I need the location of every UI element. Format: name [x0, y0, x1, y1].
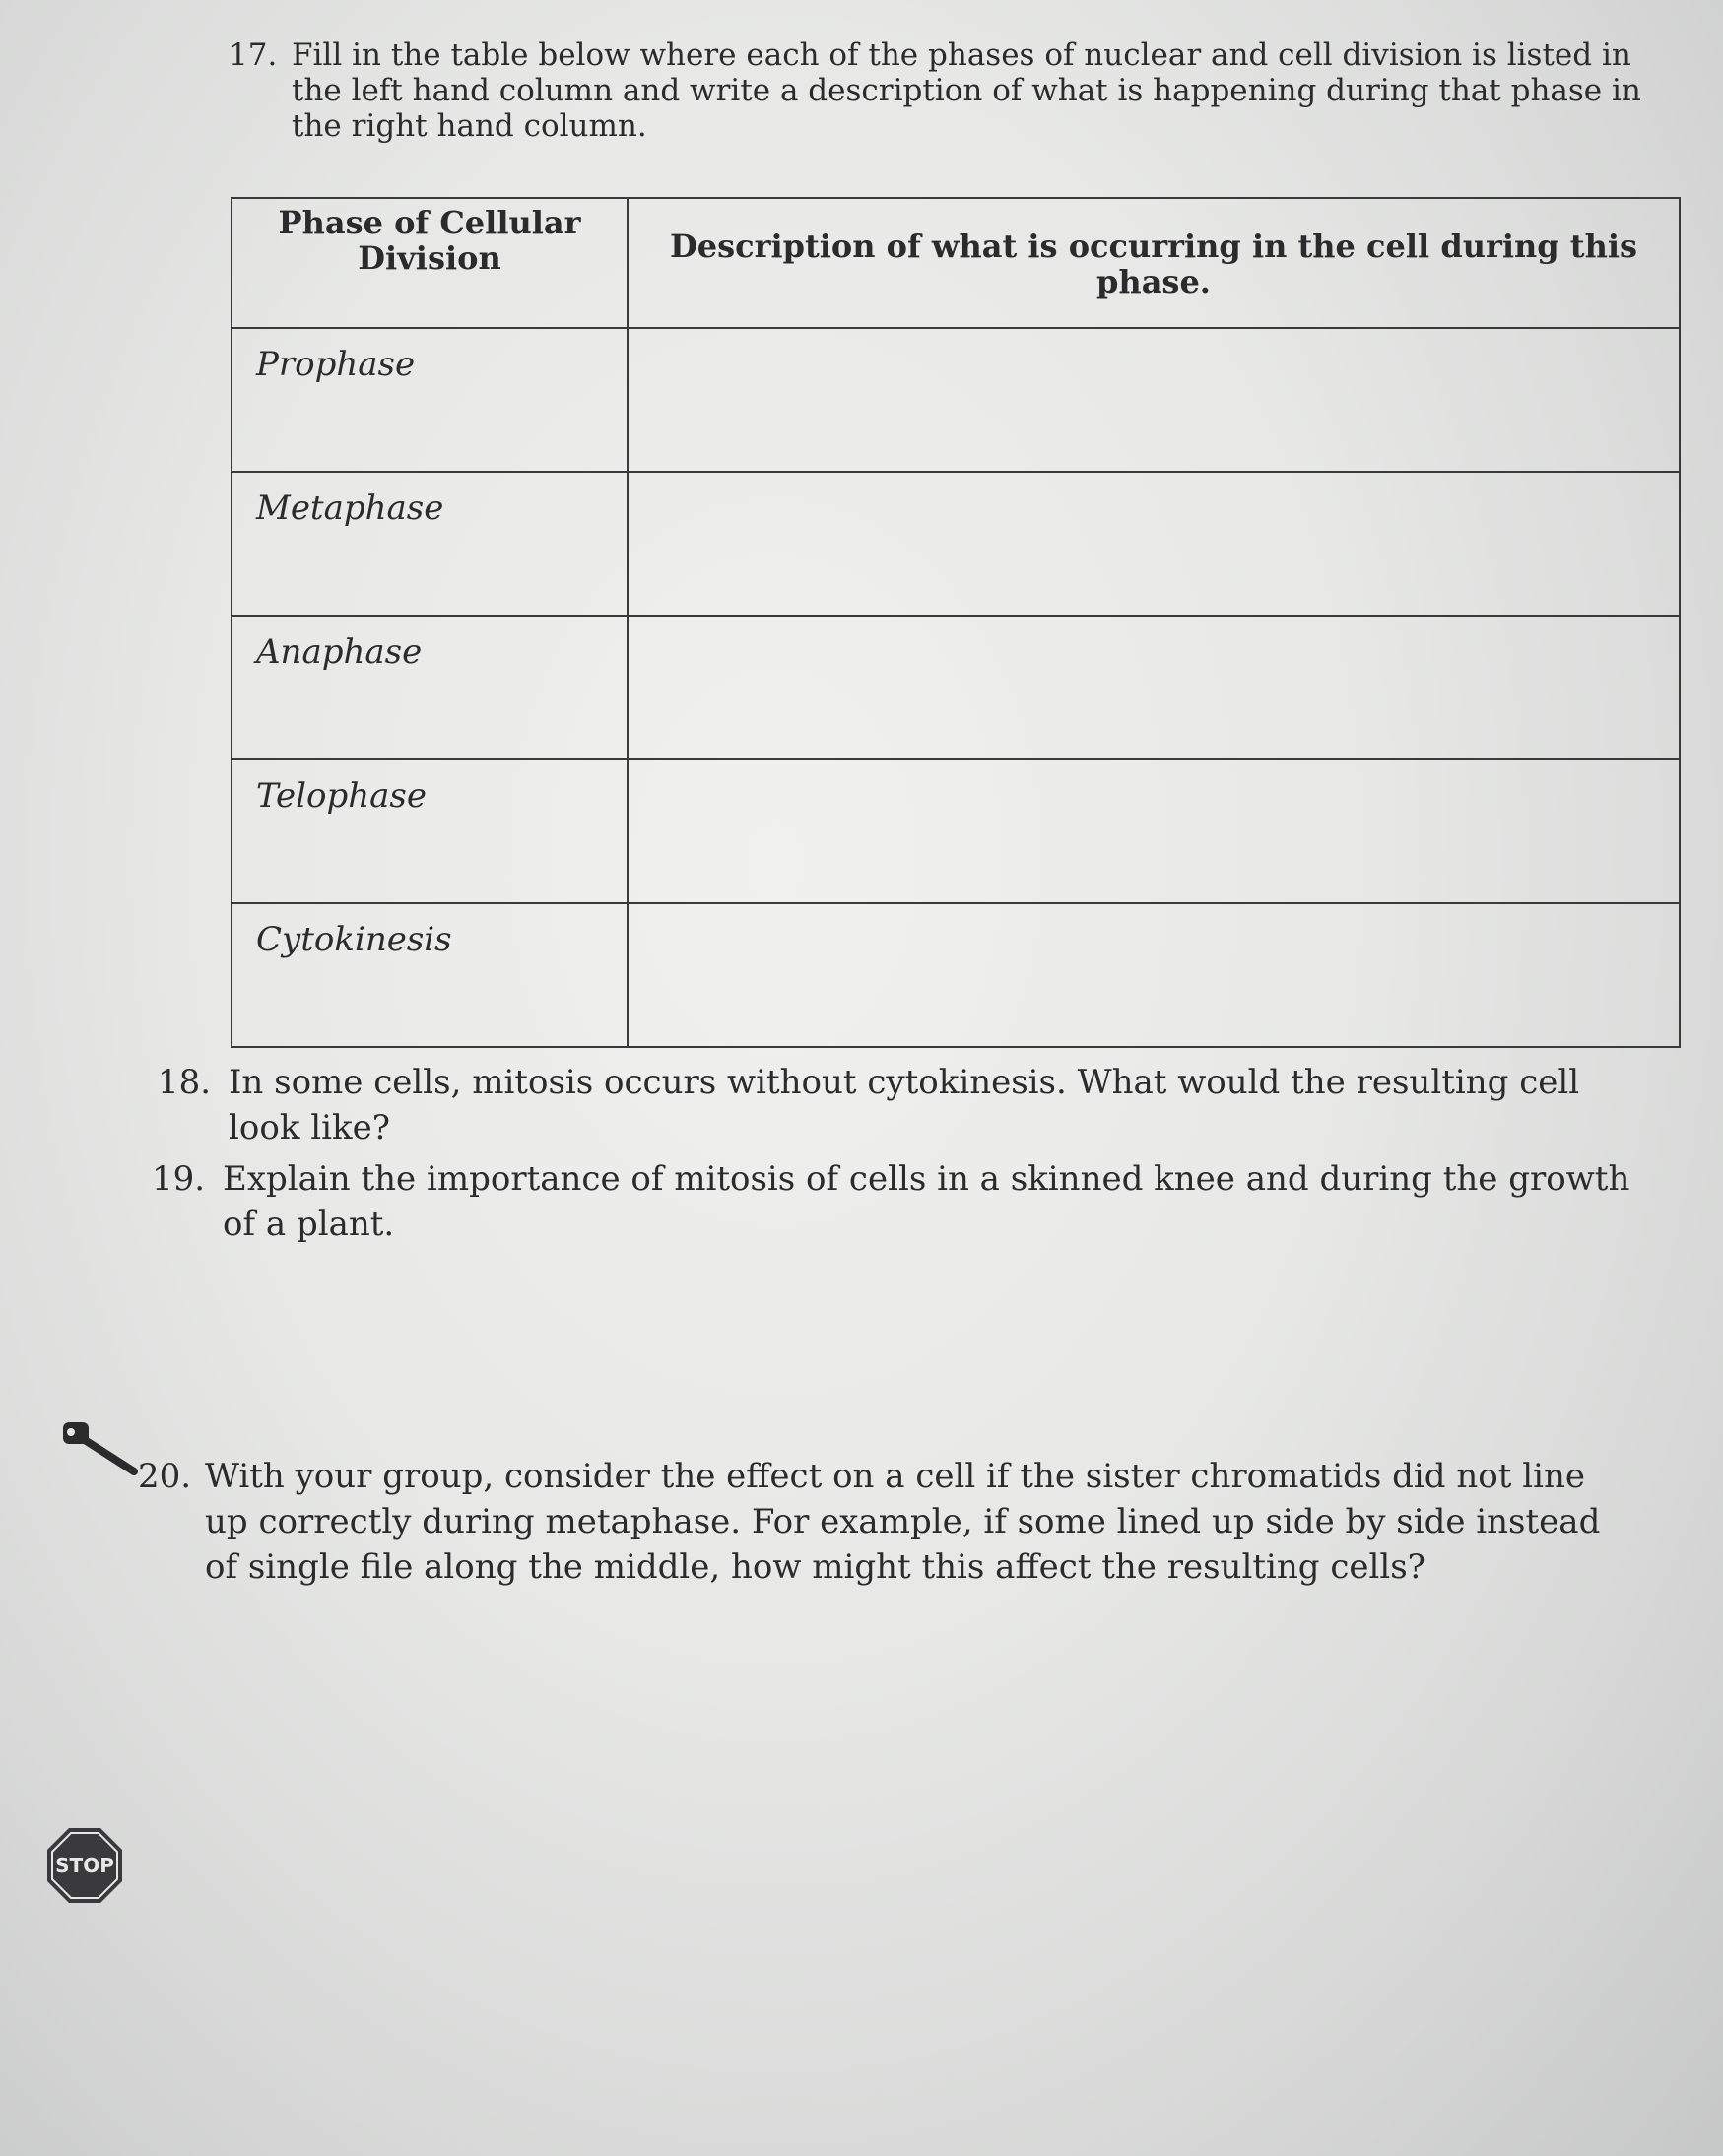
table-row: [232, 616, 1680, 759]
question-18: [158, 1060, 1596, 1150]
question-20: [138, 1454, 1635, 1590]
stop-sign-icon: [45, 1826, 124, 1905]
question-text: In some cells, mitosis occurs without cytokinesis. What would the resulting cell look like?: [229, 1063, 1580, 1147]
table-row: [232, 903, 1680, 1047]
question-number: 18.: [158, 1063, 212, 1102]
table-header-row: [232, 198, 1680, 328]
question-number: 20.: [138, 1457, 192, 1496]
question-text: Explain the importance of mitosis of cells in a skinned knee and during the growth of a plant.: [223, 1159, 1630, 1244]
phase-cell: Prophase: [232, 328, 628, 472]
description-cell[interactable]: [628, 903, 1680, 1047]
question-number: 19.: [152, 1159, 206, 1199]
question-text: With your group, consider the effect on a cell if the sister chromatids did not line up correctly during metaphase. For example, if some lined up side by side instead of single file along the middle, how might this affect the resulting cells?: [205, 1457, 1601, 1587]
phase-cell: Cytokinesis: [232, 903, 628, 1047]
phase-cell: Metaphase: [232, 472, 628, 616]
phase-cell: Anaphase: [232, 616, 628, 759]
description-column-header: Description of what is occurring in the cell during this phase.: [628, 198, 1680, 328]
description-cell[interactable]: [628, 472, 1680, 616]
table-row: [232, 328, 1680, 472]
question-number: 17.: [229, 37, 278, 73]
stop-sign-label: STOP: [55, 1854, 114, 1877]
description-cell[interactable]: [628, 616, 1680, 759]
key-icon: [61, 1418, 140, 1477]
description-cell[interactable]: [628, 328, 1680, 472]
question-17: [229, 37, 1647, 144]
table-row: [232, 472, 1680, 616]
phase-cell: Telophase: [232, 759, 628, 903]
table-row: [232, 759, 1680, 903]
phase-column-header: Phase of Cellular Division: [232, 198, 628, 328]
question-19: [152, 1156, 1649, 1247]
description-cell[interactable]: [628, 759, 1680, 903]
phase-table: [231, 197, 1681, 1048]
question-text: Fill in the table below where each of the phases of nuclear and cell division is listed in the left hand column and write a description of what is happening during that phase in the right hand column.: [292, 37, 1641, 144]
